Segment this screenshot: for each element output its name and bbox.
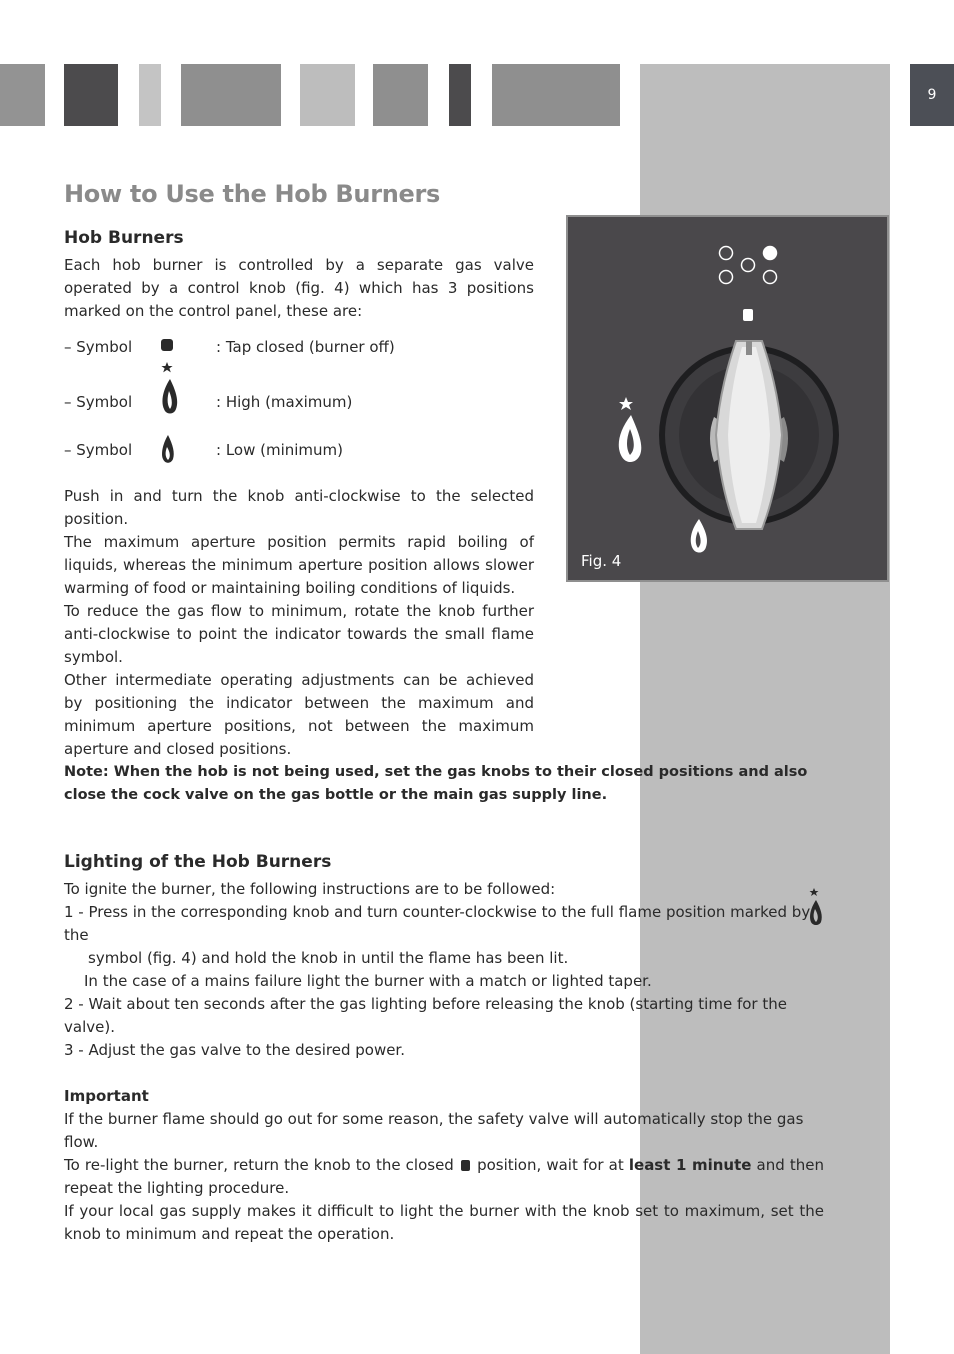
step-2: 2 - Wait about ten seconds after the gas lighting before releasing the knob (starting time for the valve). [64,995,787,1036]
step-1 [64,901,824,947]
symbol-row [64,439,824,463]
emphasis: least 1 minute [628,1156,752,1174]
paragraph: If the burner flame should go out for some reason, the safety valve will automatically stop the gas flow. [64,1110,804,1151]
section-heading: Hob Burners [64,228,184,248]
symbol-label: – Symbol [64,393,133,411]
closed-square-icon [461,1160,470,1171]
header-block [449,64,471,126]
step-text: 1 - Press in the corresponding knob and turn counter-clockwise to the full flame position marked by the [64,903,811,944]
header-block [181,64,281,126]
step-3: 3 - Adjust the gas valve to the desired power. [64,1041,405,1059]
symbol-label: – Symbol [64,441,133,459]
main-content [64,180,824,1246]
large-flame-icon [808,887,824,934]
header-block [373,64,428,126]
important-heading: Important [64,1087,149,1105]
symbol-row [64,391,824,415]
step-1-cont: symbol (fig. 4) and hold the knob in until the flame has been lit. [88,949,569,967]
header-block [300,64,355,126]
header-block [492,64,620,126]
paragraph: If your local gas supply makes it difficult to light the burner with the knob set to maximum, set the knob to minimum and repeat the operation. [64,1202,824,1243]
note: Note: When the hob is not being used, set the gas knobs to their closed positions and also close the cock valve on the gas bottle or the main gas supply line. [64,764,808,803]
paragraph: Push in and turn the knob anti-clockwise to the selected position. [64,487,534,528]
page-title: How to Use the Hob Burners [64,180,441,208]
text: To re-light the burner, return the knob to the closed [64,1156,454,1174]
symbol-row [64,336,824,360]
header-block [0,64,45,126]
section-heading: Lighting of the Hob Burners [64,852,332,872]
symbol-desc: : Low (minimum) [216,441,344,459]
symbol-label: – Symbol [64,338,133,356]
paragraph: The maximum aperture position permits rapid boiling of liquids, whereas the minimum aperture position allows slower warming of food or maintaining boiling conditions of liquids. [64,533,534,597]
header-block [139,64,161,126]
symbol-desc: : Tap closed (burner off) [216,338,395,356]
paragraph: To ignite the burner, the following instructions are to be followed: [64,880,556,898]
paragraph [64,1154,824,1200]
paragraph: Each hob burner is controlled by a separate gas valve operated by a control knob (fig. 4) which has 3 positions marked on the control panel, these are: [64,256,534,320]
closed-square-icon [160,336,174,359]
symbol-desc: : High (maximum) [216,393,353,411]
text: and then repeat the lighting procedure. [64,1156,824,1197]
text: position, wait for at [477,1156,624,1174]
figure-caption: Fig. 4 [581,552,622,570]
paragraph: To reduce the gas flow to minimum, rotate the knob further anti-clockwise to point the indicator towards the small flame symbol. [64,602,534,666]
header-block [64,64,118,126]
large-flame-icon [160,361,180,424]
step-1-note: In the case of a mains failure light the burner with a match or lighted taper. [84,972,652,990]
small-flame-icon [160,433,176,472]
paragraph: Other intermediate operating adjustments can be achieved by positioning the indicator between the maximum and minimum aperture positions, not between the maximum aperture and closed positions. [64,671,534,758]
page-number: 9 [910,64,954,126]
